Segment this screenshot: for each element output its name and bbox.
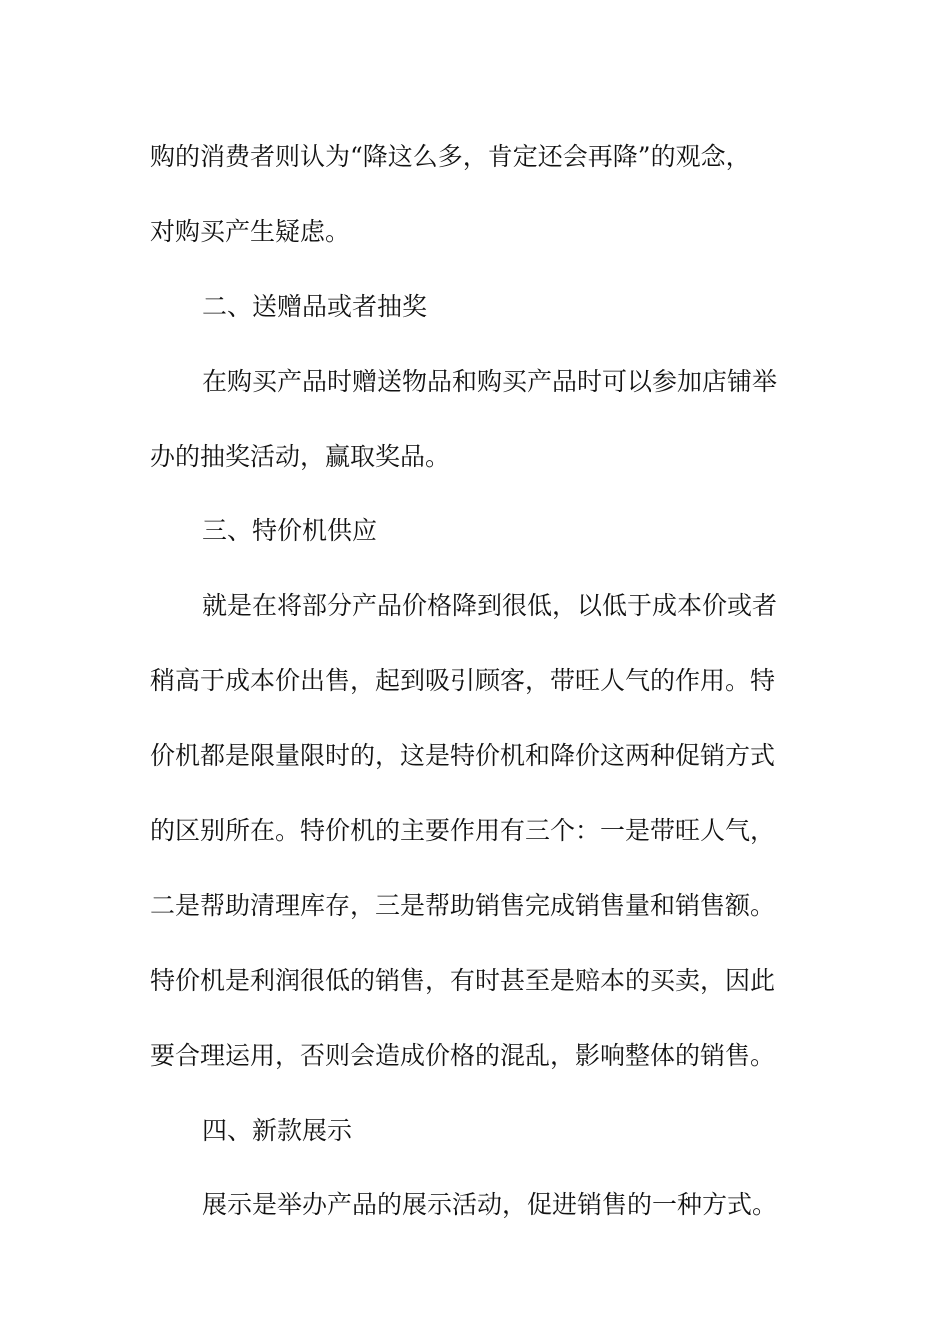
paragraph-line: 特价机是利润很低的销售，有时甚至是赔本的买卖，因此 (150, 965, 776, 995)
paragraph-line: 的区别所在。特价机的主要作用有三个：一是带旺人气， (150, 816, 776, 846)
paragraph-line: 二是帮助清理库存，三是帮助销售完成销售量和销售额。 (150, 890, 776, 920)
section-heading: 三、特价机供应 (202, 516, 378, 546)
paragraph-line: 价机都是限量限时的，这是特价机和降价这两种促销方式 (150, 741, 776, 771)
paragraph-line: 要合理运用，否则会造成价格的混乱，影响整体的销售。 (150, 1040, 776, 1070)
paragraph-line: 对购买产生疑虑。 (150, 216, 351, 246)
paragraph-line: 办的抽奖活动，赢取奖品。 (150, 441, 451, 471)
paragraph-line: 就是在将部分产品价格降到很低，以低于成本价或者 (202, 591, 778, 621)
paragraph-line: 展示是举办产品的展示活动，促进销售的一种方式。 (202, 1190, 778, 1220)
document-body (150, 120, 800, 1243)
section-heading: 二、送赠品或者抽奖 (202, 291, 428, 321)
section-heading: 四、新款展示 (202, 1115, 353, 1145)
paragraph-line: 购的消费者则认为“降这么多，肯定还会再降”的观念， (150, 142, 751, 171)
paragraph-line: 在购买产品时赠送物品和购买产品时可以参加店铺举 (202, 366, 778, 396)
paragraph-line: 稍高于成本价出售，起到吸引顾客，带旺人气的作用。特 (150, 666, 776, 696)
